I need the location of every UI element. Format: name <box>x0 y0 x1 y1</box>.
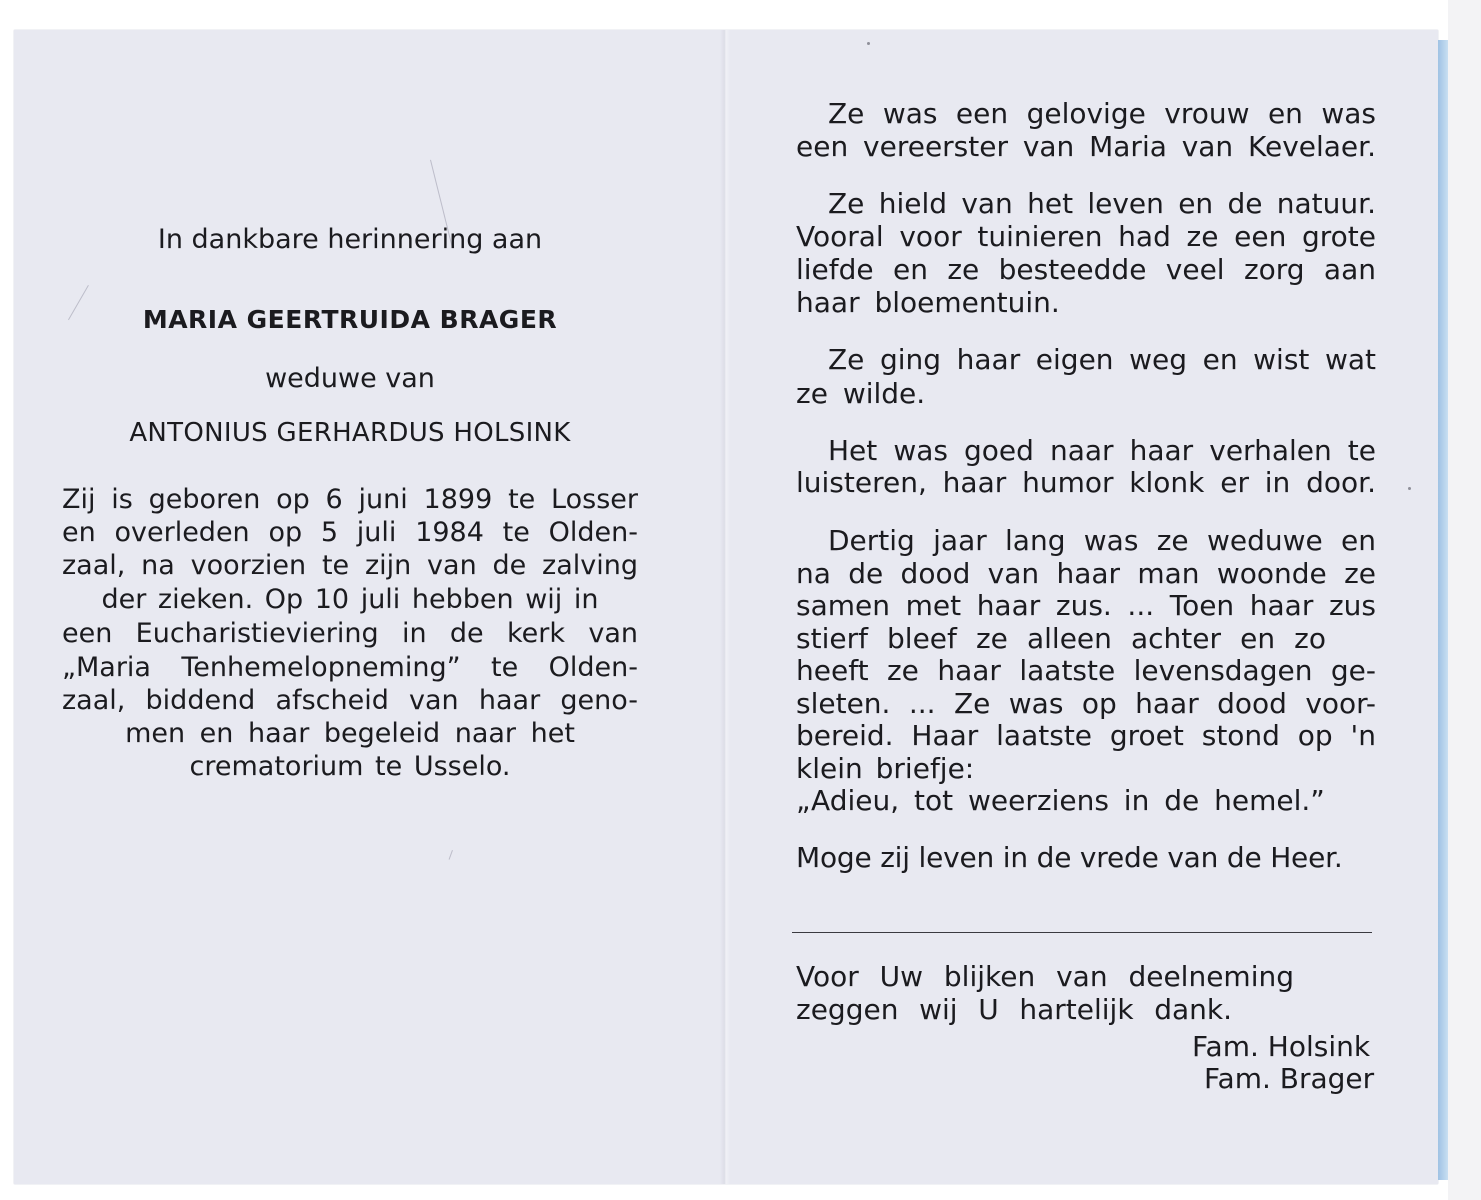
reflection-line: na de dood van haar man woonde ze <box>796 557 1376 590</box>
paper-speck <box>867 42 870 45</box>
reflection-line: luisteren, haar humor klonk er in door. <box>796 466 1376 499</box>
signature-holsink: Fam. Holsink <box>1192 1030 1371 1063</box>
reflection-line: sleten. ... Ze was op haar dood voor- <box>796 687 1376 720</box>
reflection-line: bereid. Haar laatste groet stond op 'n <box>796 719 1376 752</box>
biography-line: een Eucharistieviering in de kerk van <box>62 618 638 649</box>
reflection-line: stierf bleef ze alleen achter en zo <box>796 622 1326 655</box>
scan-margin <box>1448 0 1481 1200</box>
reflection-line: Vooral voor tuinieren had ze een grote <box>796 220 1376 253</box>
reflection-line: „Adieu, tot weerziens in de hemel.” <box>796 784 1325 817</box>
reflection-line: Ze was een gelovige vrouw en was <box>828 97 1376 130</box>
biography-line: der zieken. Op 10 juli hebben wij in <box>101 584 599 615</box>
biography-line: zaal, biddend afscheid van haar geno- <box>62 685 638 716</box>
card-edge-blue <box>1438 40 1448 1180</box>
reflection-line: ze wilde. <box>796 377 926 410</box>
thanks-line: zeggen wij U hartelijk dank. <box>796 993 1232 1026</box>
biography-line: Zij is geboren op 6 juni 1899 te Losser <box>62 484 638 515</box>
reflection-line: haar bloementuin. <box>796 286 1060 319</box>
deceased-name: MARIA GEERTRUIDA BRAGER <box>142 305 558 334</box>
biography-line: en overleden op 5 juli 1984 te Olden- <box>62 517 638 548</box>
paper-speck <box>1408 487 1411 490</box>
reflection-line: Ze ging haar eigen weg en wist wat <box>828 343 1376 376</box>
biography-line: crematorium te Usselo. <box>189 751 511 782</box>
reflection-line: Het was goed naar haar verhalen te <box>828 434 1376 467</box>
card-fold <box>720 30 730 1184</box>
reflection-line: Ze hield van het leven en de natuur. <box>828 187 1376 220</box>
biography-line: „Maria Tenhemelopneming” te Olden- <box>62 652 638 683</box>
thanks-line: Voor Uw blijken van deelneming <box>796 960 1294 993</box>
spouse-name: ANTONIUS GERHARDUS HOLSINK <box>129 418 571 448</box>
biography-line: men en haar begeleid naar het <box>125 718 575 749</box>
biography-line: zaal, na voorzien te zijn van de zalving <box>62 550 638 581</box>
reflection-line: samen met haar zus. ... Toen haar zus <box>796 589 1376 622</box>
reflection-line: Dertig jaar lang was ze weduwe en <box>828 524 1376 557</box>
signature-brager: Fam. Brager <box>1204 1062 1375 1095</box>
intro-text: In dankbare herinnering aan <box>157 224 543 255</box>
reflection-line: klein briefje: <box>796 752 975 785</box>
reflection-line: liefde en ze besteedde veel zorg aan <box>796 253 1376 286</box>
reflection-line: heeft ze haar laatste levensdagen ge- <box>796 654 1376 687</box>
closing-prayer: Moge zij leven in de vrede van de Heer. <box>796 841 1343 874</box>
reflection-line: een vereerster van Maria van Kevelaer. <box>796 130 1376 163</box>
widow-of-text: weduwe van <box>265 363 435 394</box>
separator-line <box>792 932 1372 933</box>
